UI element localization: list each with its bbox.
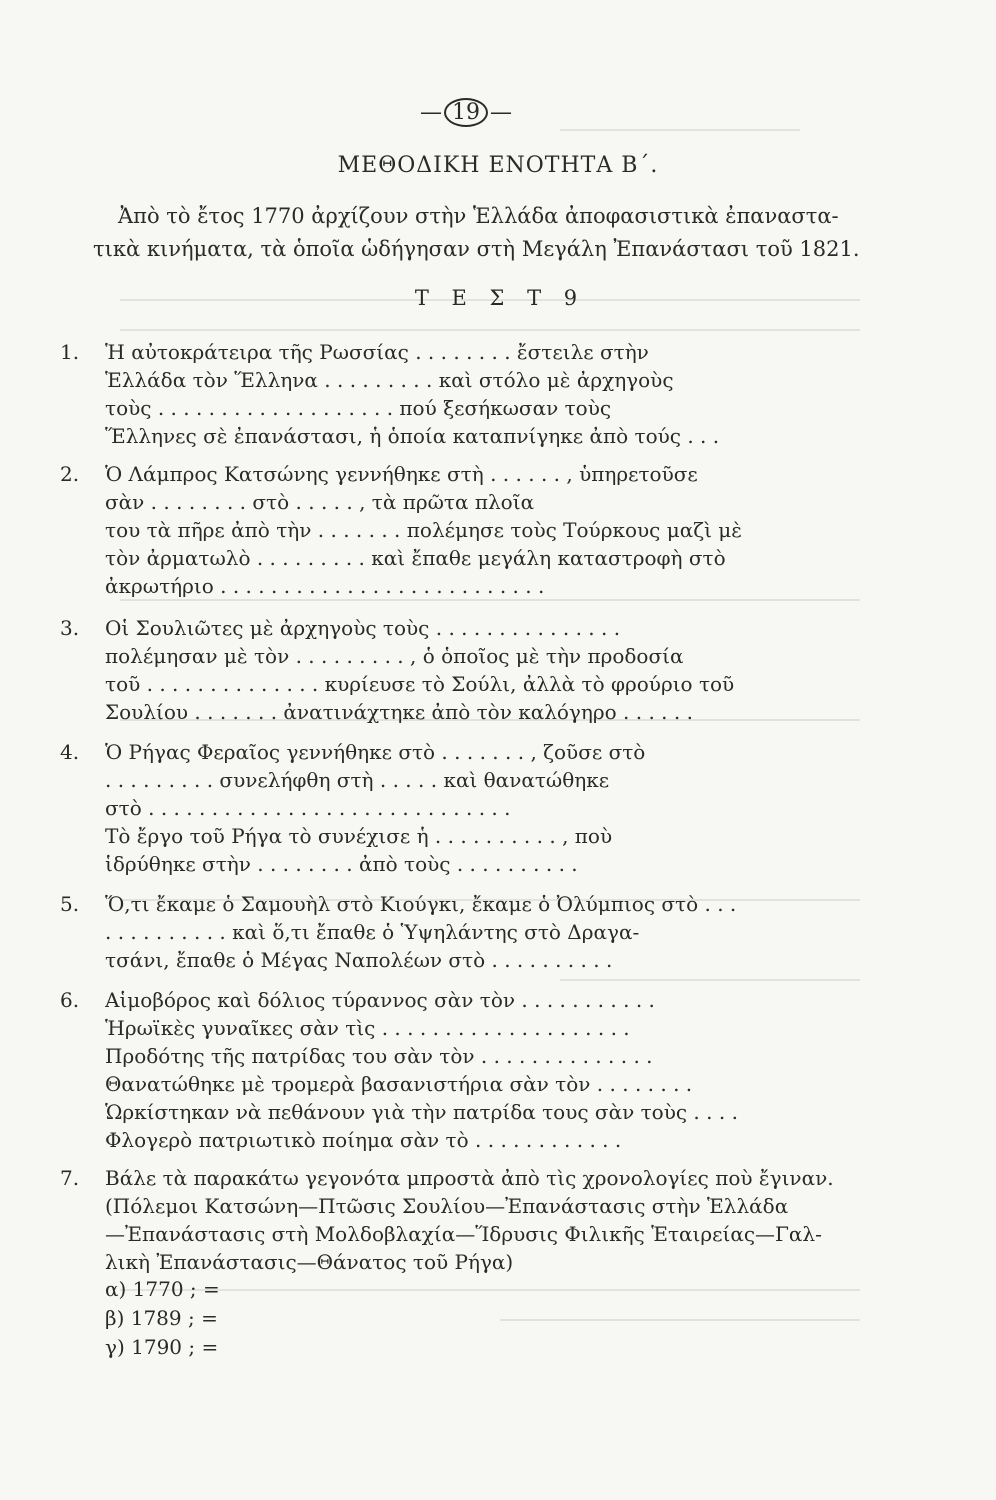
question-number: 7. bbox=[60, 1166, 80, 1190]
question-number: 2. bbox=[60, 462, 80, 486]
question-6 bbox=[60, 986, 870, 1154]
question-line: Βάλε τὰ παρακάτω γεγονότα μπροστὰ ἀπὸ τὶς χρονολογίες ποὺ ἔγιναν. bbox=[105, 1166, 834, 1190]
question-line: Φλογερὸ πατριωτικὸ ποίημα σὰν τὸ . . . . . . . . . . . . bbox=[105, 1128, 622, 1152]
question-line: Ἡρωϊκὲς γυναῖκες σὰν τὶς . . . . . . . . . . . . . . . . . . . . bbox=[105, 1016, 630, 1040]
question-line: στὸ . . . . . . . . . . . . . . . . . . . . . . . . . . . . . bbox=[105, 796, 511, 820]
question-line: Ἡ αὐτοκράτειρα τῆς Ρωσσίας . . . . . . . . ἔστειλε στὴν bbox=[105, 340, 649, 364]
question-line: τσάνι, ἔπαθε ὁ Μέγας Ναπολέων στὸ . . . . . . . . . . bbox=[105, 948, 613, 972]
question-line: τοῦ . . . . . . . . . . . . . . κυρίευσε τὸ Σούλι, ἀλλὰ τὸ φρούριο τοῦ bbox=[105, 672, 735, 696]
intro-paragraph bbox=[93, 200, 863, 266]
answer-list bbox=[105, 1275, 220, 1362]
question-2 bbox=[60, 460, 870, 600]
intro-line-1: Ἀπὸ τὸ ἔτος 1770 ἀρχίζουν στὴν Ἑλλάδα ἀποφασιστικὰ ἐπαναστα- bbox=[118, 204, 839, 228]
question-number: 4. bbox=[60, 740, 80, 764]
question-5 bbox=[60, 890, 870, 974]
intro-line-2: τικὰ κινήματα, τὰ ὁποῖα ὡδήγησαν στὴ Μεγάλη Ἐπανάστασι τοῦ 1821. bbox=[93, 237, 860, 261]
question-line: Προδότης τῆς πατρίδας του σὰν τὸν . . . . . . . . . . . . . . bbox=[105, 1044, 653, 1068]
question-line: του τὰ πῆρε ἀπὸ τὴν . . . . . . . πολέμησε τοὺς Τούρκους μαζὶ μὲ bbox=[105, 518, 742, 542]
test-title: Τ Ε Σ Τ 9 bbox=[414, 286, 586, 310]
question-line: τὸν ἀρματωλὸ . . . . . . . . . καὶ ἔπαθε μεγάλη καταστροφὴ στὸ bbox=[105, 546, 726, 570]
question-number: 6. bbox=[60, 988, 80, 1012]
question-line: Ἑλλάδα τὸν Ἕλληνα . . . . . . . . . καὶ στόλο μὲ ἀρχηγοὺς bbox=[105, 368, 674, 392]
question-line: λικὴ Ἐπανάστασις—Θάνατος τοῦ Ρήγα) bbox=[105, 1250, 514, 1274]
answer-blank: β) 1789 ; = bbox=[105, 1306, 218, 1330]
question-line: Τὸ ἔργο τοῦ Ρήγα τὸ συνέχισε ἡ . . . . . . . . . . , ποὺ bbox=[105, 824, 613, 848]
page-number: — 19 — bbox=[420, 100, 512, 125]
question-line: . . . . . . . . . συνελήφθη στὴ . . . . . καὶ θανατώθηκε bbox=[105, 768, 610, 792]
question-number: 3. bbox=[60, 616, 80, 640]
question-line: —Ἐπανάστασις στὴ Μολδοβλαχία—Ἵδρυσις Φιλικῆς Ἑταιρείας—Γαλ- bbox=[105, 1222, 822, 1246]
question-line: Θανατώθηκε μὲ τρομερὰ βασανιστήρια σὰν τὸν . . . . . . . . bbox=[105, 1072, 693, 1096]
question-line: Ὁ Ρήγας Φεραῖος γεννήθηκε στὸ . . . . . . . , ζοῦσε στὸ bbox=[105, 740, 646, 764]
question-line: . . . . . . . . . . καὶ ὅ,τι ἔπαθε ὁ Ὑψηλάντης στὸ Δραγα- bbox=[105, 920, 640, 944]
question-line: Σουλίου . . . . . . . ἀνατινάχτηκε ἀπὸ τὸν καλόγηρο . . . . . . bbox=[105, 700, 693, 724]
question-line: (Πόλεμοι Κατσώνη—Πτῶσις Σουλίου—Ἐπανάστασις στὴν Ἑλλάδα bbox=[105, 1194, 789, 1218]
question-line: Οἱ Σουλιῶτες μὲ ἀρχηγοὺς τοὺς . . . . . . . . . . . . . . . bbox=[105, 616, 621, 640]
section-heading: ΜΕΘΟΔΙΚΗ ΕΝΟΤΗΤΑ Β΄. bbox=[337, 153, 659, 178]
question-number: 5. bbox=[60, 892, 80, 916]
question-line: Ὅ,τι ἔκαμε ὁ Σαμουὴλ στὸ Κιούγκι, ἔκαμε ὁ Ὀλύμπιος στὸ . . . bbox=[105, 892, 737, 916]
question-line: Αἱμοβόρος καὶ δόλιος τύραννος σὰν τὸν . . . . . . . . . . . bbox=[105, 988, 655, 1012]
question-number: 1. bbox=[60, 340, 80, 364]
question-line: ἀκρωτήριο . . . . . . . . . . . . . . . . . . . . . . . . . . bbox=[105, 574, 545, 598]
question-line: σὰν . . . . . . . . στὸ . . . . . , τὰ πρῶτα πλοῖα bbox=[105, 490, 535, 514]
question-line: Ὁ Λάμπρος Κατσώνης γεννήθηκε στὴ . . . . . . , ὑπηρετοῦσε bbox=[105, 462, 698, 486]
question-line: ἱδρύθηκε στὴν . . . . . . . . ἀπὸ τοὺς . . . . . . . . . . bbox=[105, 852, 578, 876]
question-line: Ἕλληνες σὲ ἐπανάστασι, ἡ ὁποία καταπνίγηκε ἀπὸ τούς . . . bbox=[105, 424, 720, 448]
question-line: τοὺς . . . . . . . . . . . . . . . . . . . πού ξεσήκωσαν τοὺς bbox=[105, 396, 612, 420]
question-4 bbox=[60, 738, 870, 878]
question-3 bbox=[60, 614, 870, 726]
answer-blank: γ) 1790 ; = bbox=[105, 1335, 219, 1359]
question-1 bbox=[60, 338, 870, 450]
answer-blank: α) 1770 ; = bbox=[105, 1277, 220, 1301]
question-7 bbox=[60, 1164, 870, 1276]
question-line: Ὡρκίστηκαν νὰ πεθάνουν γιὰ τὴν πατρίδα τους σὰν τοὺς . . . . bbox=[105, 1100, 738, 1124]
question-line: πολέμησαν μὲ τὸν . . . . . . . . . , ὁ ὁποῖος μὲ τὴν προδοσία bbox=[105, 644, 684, 668]
